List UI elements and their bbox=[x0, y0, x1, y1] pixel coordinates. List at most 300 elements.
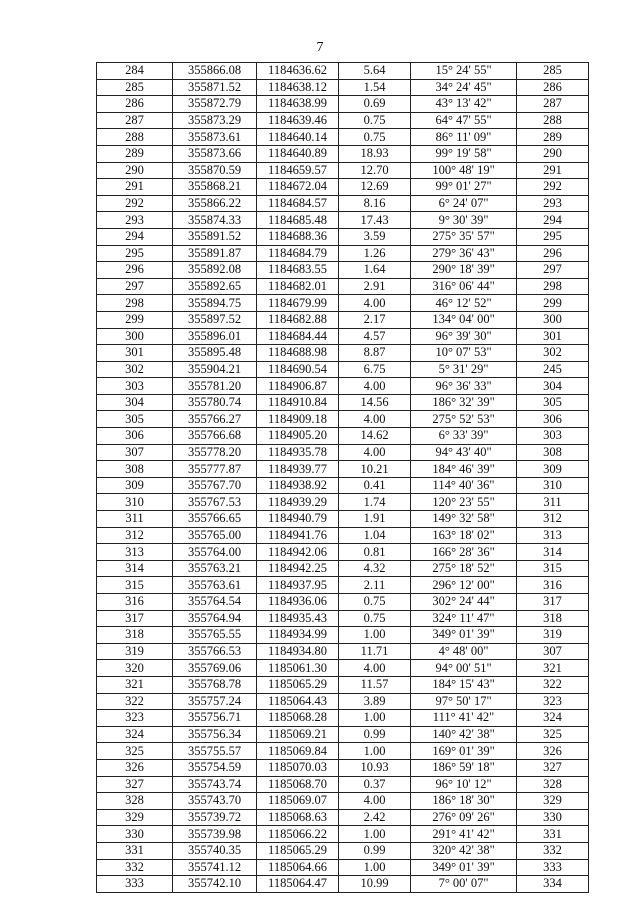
distance-cell: 1.91 bbox=[339, 511, 411, 528]
next-point-number-cell: 330 bbox=[517, 809, 589, 826]
y-coordinate-cell: 1185068.28 bbox=[257, 710, 339, 727]
point-number-cell: 328 bbox=[97, 793, 173, 810]
bearing-cell: 9° 30' 39" bbox=[411, 212, 517, 229]
distance-cell: 0.37 bbox=[339, 776, 411, 793]
y-coordinate-cell: 1184906.87 bbox=[257, 378, 339, 395]
table-row bbox=[97, 627, 589, 644]
distance-cell: 17.43 bbox=[339, 212, 411, 229]
y-coordinate-cell: 1184936.06 bbox=[257, 594, 339, 611]
y-coordinate-cell: 1184682.01 bbox=[257, 278, 339, 295]
table-row bbox=[97, 262, 589, 279]
table-row bbox=[97, 759, 589, 776]
x-coordinate-cell: 355743.74 bbox=[173, 776, 257, 793]
bearing-cell: 349° 01' 39" bbox=[411, 859, 517, 876]
bearing-cell: 169° 01' 39" bbox=[411, 743, 517, 760]
x-coordinate-cell: 355763.61 bbox=[173, 577, 257, 594]
next-point-number-cell: 326 bbox=[517, 743, 589, 760]
x-coordinate-cell: 355892.08 bbox=[173, 262, 257, 279]
bearing-cell: 149° 32' 58" bbox=[411, 511, 517, 528]
table-row bbox=[97, 179, 589, 196]
table-row bbox=[97, 643, 589, 660]
table-row bbox=[97, 793, 589, 810]
y-coordinate-cell: 1185069.84 bbox=[257, 743, 339, 760]
y-coordinate-cell: 1184659.57 bbox=[257, 162, 339, 179]
distance-cell: 0.75 bbox=[339, 594, 411, 611]
y-coordinate-cell: 1185064.43 bbox=[257, 693, 339, 710]
table-body bbox=[97, 63, 589, 893]
y-coordinate-cell: 1185065.29 bbox=[257, 676, 339, 693]
distance-cell: 1.74 bbox=[339, 494, 411, 511]
x-coordinate-cell: 355763.21 bbox=[173, 560, 257, 577]
distance-cell: 2.11 bbox=[339, 577, 411, 594]
point-number-cell: 292 bbox=[97, 195, 173, 212]
y-coordinate-cell: 1184905.20 bbox=[257, 428, 339, 445]
table-row bbox=[97, 394, 589, 411]
y-coordinate-cell: 1185069.21 bbox=[257, 726, 339, 743]
x-coordinate-cell: 355765.00 bbox=[173, 527, 257, 544]
table-row bbox=[97, 676, 589, 693]
x-coordinate-cell: 355780.74 bbox=[173, 394, 257, 411]
point-number-cell: 302 bbox=[97, 361, 173, 378]
y-coordinate-cell: 1184683.55 bbox=[257, 262, 339, 279]
table-row bbox=[97, 842, 589, 859]
y-coordinate-cell: 1185066.22 bbox=[257, 826, 339, 843]
bearing-cell: 4° 48' 00" bbox=[411, 643, 517, 660]
x-coordinate-cell: 355891.52 bbox=[173, 228, 257, 245]
next-point-number-cell: 309 bbox=[517, 461, 589, 478]
x-coordinate-cell: 355754.59 bbox=[173, 759, 257, 776]
point-number-cell: 295 bbox=[97, 245, 173, 262]
y-coordinate-cell: 1184934.80 bbox=[257, 643, 339, 660]
bearing-cell: 99° 01' 27" bbox=[411, 179, 517, 196]
table-row bbox=[97, 477, 589, 494]
distance-cell: 0.99 bbox=[339, 726, 411, 743]
point-number-cell: 307 bbox=[97, 444, 173, 461]
point-number-cell: 327 bbox=[97, 776, 173, 793]
distance-cell: 0.81 bbox=[339, 544, 411, 561]
x-coordinate-cell: 355894.75 bbox=[173, 295, 257, 312]
y-coordinate-cell: 1184690.54 bbox=[257, 361, 339, 378]
y-coordinate-cell: 1184640.89 bbox=[257, 145, 339, 162]
distance-cell: 18.93 bbox=[339, 145, 411, 162]
bearing-cell: 291° 41' 42" bbox=[411, 826, 517, 843]
next-point-number-cell: 324 bbox=[517, 710, 589, 727]
y-coordinate-cell: 1184939.77 bbox=[257, 461, 339, 478]
x-coordinate-cell: 355739.72 bbox=[173, 809, 257, 826]
distance-cell: 1.00 bbox=[339, 743, 411, 760]
x-coordinate-cell: 355765.55 bbox=[173, 627, 257, 644]
bearing-cell: 43° 13' 42" bbox=[411, 96, 517, 113]
next-point-number-cell: 323 bbox=[517, 693, 589, 710]
table-row bbox=[97, 278, 589, 295]
y-coordinate-cell: 1184935.43 bbox=[257, 610, 339, 627]
y-coordinate-cell: 1184940.79 bbox=[257, 511, 339, 528]
y-coordinate-cell: 1184640.14 bbox=[257, 129, 339, 146]
next-point-number-cell: 328 bbox=[517, 776, 589, 793]
table-row bbox=[97, 494, 589, 511]
y-coordinate-cell: 1185068.63 bbox=[257, 809, 339, 826]
point-number-cell: 332 bbox=[97, 859, 173, 876]
distance-cell: 10.99 bbox=[339, 876, 411, 893]
bearing-cell: 100° 48' 19" bbox=[411, 162, 517, 179]
next-point-number-cell: 285 bbox=[517, 63, 589, 80]
next-point-number-cell: 316 bbox=[517, 577, 589, 594]
distance-cell: 3.59 bbox=[339, 228, 411, 245]
distance-cell: 8.16 bbox=[339, 195, 411, 212]
bearing-cell: 275° 35' 57" bbox=[411, 228, 517, 245]
y-coordinate-cell: 1185064.47 bbox=[257, 876, 339, 893]
point-number-cell: 284 bbox=[97, 63, 173, 80]
point-number-cell: 301 bbox=[97, 345, 173, 362]
x-coordinate-cell: 355743.70 bbox=[173, 793, 257, 810]
point-number-cell: 305 bbox=[97, 411, 173, 428]
x-coordinate-cell: 355873.66 bbox=[173, 145, 257, 162]
next-point-number-cell: 308 bbox=[517, 444, 589, 461]
bearing-cell: 34° 24' 45" bbox=[411, 79, 517, 96]
next-point-number-cell: 299 bbox=[517, 295, 589, 312]
x-coordinate-cell: 355891.87 bbox=[173, 245, 257, 262]
bearing-cell: 275° 52' 53" bbox=[411, 411, 517, 428]
y-coordinate-cell: 1184638.12 bbox=[257, 79, 339, 96]
y-coordinate-cell: 1185061.30 bbox=[257, 660, 339, 677]
bearing-cell: 111° 41' 42" bbox=[411, 710, 517, 727]
y-coordinate-cell: 1184679.99 bbox=[257, 295, 339, 312]
bearing-cell: 186° 59' 18" bbox=[411, 759, 517, 776]
distance-cell: 4.00 bbox=[339, 378, 411, 395]
point-number-cell: 298 bbox=[97, 295, 173, 312]
table-row bbox=[97, 112, 589, 129]
point-number-cell: 291 bbox=[97, 179, 173, 196]
distance-cell: 4.00 bbox=[339, 411, 411, 428]
table-row bbox=[97, 859, 589, 876]
distance-cell: 0.99 bbox=[339, 842, 411, 859]
table-row bbox=[97, 378, 589, 395]
next-point-number-cell: 298 bbox=[517, 278, 589, 295]
distance-cell: 0.75 bbox=[339, 112, 411, 129]
distance-cell: 14.56 bbox=[339, 394, 411, 411]
bearing-cell: 184° 15' 43" bbox=[411, 676, 517, 693]
y-coordinate-cell: 1184935.78 bbox=[257, 444, 339, 461]
table-row bbox=[97, 162, 589, 179]
x-coordinate-cell: 355892.65 bbox=[173, 278, 257, 295]
point-number-cell: 304 bbox=[97, 394, 173, 411]
next-point-number-cell: 314 bbox=[517, 544, 589, 561]
point-number-cell: 319 bbox=[97, 643, 173, 660]
point-number-cell: 293 bbox=[97, 212, 173, 229]
point-number-cell: 324 bbox=[97, 726, 173, 743]
y-coordinate-cell: 1184934.99 bbox=[257, 627, 339, 644]
bearing-cell: 316° 06' 44" bbox=[411, 278, 517, 295]
distance-cell: 0.75 bbox=[339, 129, 411, 146]
x-coordinate-cell: 355741.12 bbox=[173, 859, 257, 876]
distance-cell: 0.69 bbox=[339, 96, 411, 113]
table-row bbox=[97, 328, 589, 345]
distance-cell: 1.00 bbox=[339, 710, 411, 727]
y-coordinate-cell: 1184639.46 bbox=[257, 112, 339, 129]
x-coordinate-cell: 355778.20 bbox=[173, 444, 257, 461]
y-coordinate-cell: 1184636.62 bbox=[257, 63, 339, 80]
next-point-number-cell: 325 bbox=[517, 726, 589, 743]
point-number-cell: 331 bbox=[97, 842, 173, 859]
point-number-cell: 315 bbox=[97, 577, 173, 594]
bearing-cell: 94° 00' 51" bbox=[411, 660, 517, 677]
bearing-cell: 6° 33' 39" bbox=[411, 428, 517, 445]
point-number-cell: 299 bbox=[97, 311, 173, 328]
x-coordinate-cell: 355904.21 bbox=[173, 361, 257, 378]
table-row bbox=[97, 129, 589, 146]
y-coordinate-cell: 1184684.44 bbox=[257, 328, 339, 345]
point-number-cell: 303 bbox=[97, 378, 173, 395]
next-point-number-cell: 304 bbox=[517, 378, 589, 395]
y-coordinate-cell: 1185064.66 bbox=[257, 859, 339, 876]
x-coordinate-cell: 355873.29 bbox=[173, 112, 257, 129]
table-row bbox=[97, 361, 589, 378]
bearing-cell: 349° 01' 39" bbox=[411, 627, 517, 644]
distance-cell: 14.62 bbox=[339, 428, 411, 445]
table-row bbox=[97, 461, 589, 478]
table-row bbox=[97, 610, 589, 627]
table-row bbox=[97, 444, 589, 461]
table-row bbox=[97, 826, 589, 843]
point-number-cell: 320 bbox=[97, 660, 173, 677]
point-number-cell: 290 bbox=[97, 162, 173, 179]
y-coordinate-cell: 1184684.79 bbox=[257, 245, 339, 262]
x-coordinate-cell: 355868.21 bbox=[173, 179, 257, 196]
point-number-cell: 297 bbox=[97, 278, 173, 295]
x-coordinate-cell: 355873.61 bbox=[173, 129, 257, 146]
next-point-number-cell: 245 bbox=[517, 361, 589, 378]
next-point-number-cell: 315 bbox=[517, 560, 589, 577]
next-point-number-cell: 288 bbox=[517, 112, 589, 129]
y-coordinate-cell: 1184937.95 bbox=[257, 577, 339, 594]
next-point-number-cell: 317 bbox=[517, 594, 589, 611]
x-coordinate-cell: 355766.65 bbox=[173, 511, 257, 528]
x-coordinate-cell: 355739.98 bbox=[173, 826, 257, 843]
next-point-number-cell: 293 bbox=[517, 195, 589, 212]
table-row bbox=[97, 195, 589, 212]
table-row bbox=[97, 145, 589, 162]
x-coordinate-cell: 355874.33 bbox=[173, 212, 257, 229]
distance-cell: 10.93 bbox=[339, 759, 411, 776]
next-point-number-cell: 296 bbox=[517, 245, 589, 262]
x-coordinate-cell: 355866.22 bbox=[173, 195, 257, 212]
distance-cell: 0.75 bbox=[339, 610, 411, 627]
distance-cell: 0.41 bbox=[339, 477, 411, 494]
next-point-number-cell: 303 bbox=[517, 428, 589, 445]
distance-cell: 4.57 bbox=[339, 328, 411, 345]
y-coordinate-cell: 1184682.88 bbox=[257, 311, 339, 328]
point-number-cell: 310 bbox=[97, 494, 173, 511]
distance-cell: 12.69 bbox=[339, 179, 411, 196]
y-coordinate-cell: 1184688.98 bbox=[257, 345, 339, 362]
bearing-cell: 186° 18' 30" bbox=[411, 793, 517, 810]
distance-cell: 1.00 bbox=[339, 859, 411, 876]
y-coordinate-cell: 1184684.57 bbox=[257, 195, 339, 212]
point-number-cell: 306 bbox=[97, 428, 173, 445]
table-row bbox=[97, 428, 589, 445]
bearing-cell: 279° 36' 43" bbox=[411, 245, 517, 262]
x-coordinate-cell: 355895.48 bbox=[173, 345, 257, 362]
next-point-number-cell: 322 bbox=[517, 676, 589, 693]
point-number-cell: 314 bbox=[97, 560, 173, 577]
bearing-cell: 290° 18' 39" bbox=[411, 262, 517, 279]
point-number-cell: 311 bbox=[97, 511, 173, 528]
distance-cell: 6.75 bbox=[339, 361, 411, 378]
x-coordinate-cell: 355756.34 bbox=[173, 726, 257, 743]
y-coordinate-cell: 1184638.99 bbox=[257, 96, 339, 113]
table-row bbox=[97, 710, 589, 727]
next-point-number-cell: 292 bbox=[517, 179, 589, 196]
y-coordinate-cell: 1184685.48 bbox=[257, 212, 339, 229]
bearing-cell: 320° 42' 38" bbox=[411, 842, 517, 859]
x-coordinate-cell: 355866.08 bbox=[173, 63, 257, 80]
point-number-cell: 325 bbox=[97, 743, 173, 760]
table-row bbox=[97, 527, 589, 544]
page-number: 7 bbox=[316, 40, 324, 55]
distance-cell: 10.21 bbox=[339, 461, 411, 478]
next-point-number-cell: 290 bbox=[517, 145, 589, 162]
table-row bbox=[97, 511, 589, 528]
x-coordinate-cell: 355742.10 bbox=[173, 876, 257, 893]
bearing-cell: 15° 24' 55" bbox=[411, 63, 517, 80]
next-point-number-cell: 300 bbox=[517, 311, 589, 328]
x-coordinate-cell: 355896.01 bbox=[173, 328, 257, 345]
table-row bbox=[97, 726, 589, 743]
table-row bbox=[97, 577, 589, 594]
bearing-cell: 140° 42' 38" bbox=[411, 726, 517, 743]
next-point-number-cell: 332 bbox=[517, 842, 589, 859]
bearing-cell: 163° 18' 02" bbox=[411, 527, 517, 544]
distance-cell: 11.57 bbox=[339, 676, 411, 693]
point-number-cell: 294 bbox=[97, 228, 173, 245]
bearing-cell: 97° 50' 17" bbox=[411, 693, 517, 710]
bearing-cell: 96° 10' 12" bbox=[411, 776, 517, 793]
next-point-number-cell: 297 bbox=[517, 262, 589, 279]
next-point-number-cell: 307 bbox=[517, 643, 589, 660]
x-coordinate-cell: 355764.94 bbox=[173, 610, 257, 627]
table-row bbox=[97, 544, 589, 561]
distance-cell: 4.00 bbox=[339, 793, 411, 810]
bearing-cell: 5° 31' 29" bbox=[411, 361, 517, 378]
table-row bbox=[97, 79, 589, 96]
next-point-number-cell: 289 bbox=[517, 129, 589, 146]
table-row bbox=[97, 809, 589, 826]
x-coordinate-cell: 355764.54 bbox=[173, 594, 257, 611]
y-coordinate-cell: 1185069.07 bbox=[257, 793, 339, 810]
distance-cell: 5.64 bbox=[339, 63, 411, 80]
next-point-number-cell: 287 bbox=[517, 96, 589, 113]
y-coordinate-cell: 1185065.29 bbox=[257, 842, 339, 859]
bearing-cell: 94° 43' 40" bbox=[411, 444, 517, 461]
distance-cell: 1.64 bbox=[339, 262, 411, 279]
table-row bbox=[97, 876, 589, 893]
x-coordinate-cell: 355777.87 bbox=[173, 461, 257, 478]
x-coordinate-cell: 355897.52 bbox=[173, 311, 257, 328]
next-point-number-cell: 313 bbox=[517, 527, 589, 544]
x-coordinate-cell: 355757.24 bbox=[173, 693, 257, 710]
bearing-cell: 10° 07' 53" bbox=[411, 345, 517, 362]
distance-cell: 1.00 bbox=[339, 826, 411, 843]
distance-cell: 1.26 bbox=[339, 245, 411, 262]
bearing-cell: 186° 32' 39" bbox=[411, 394, 517, 411]
x-coordinate-cell: 355764.00 bbox=[173, 544, 257, 561]
point-number-cell: 322 bbox=[97, 693, 173, 710]
distance-cell: 11.71 bbox=[339, 643, 411, 660]
x-coordinate-cell: 355740.35 bbox=[173, 842, 257, 859]
bearing-cell: 276° 09' 26" bbox=[411, 809, 517, 826]
bearing-cell: 302° 24' 44" bbox=[411, 594, 517, 611]
table-row bbox=[97, 295, 589, 312]
bearing-cell: 134° 04' 00" bbox=[411, 311, 517, 328]
next-point-number-cell: 334 bbox=[517, 876, 589, 893]
table-row bbox=[97, 594, 589, 611]
table-row bbox=[97, 560, 589, 577]
bearing-cell: 99° 19' 58" bbox=[411, 145, 517, 162]
table-row bbox=[97, 245, 589, 262]
x-coordinate-cell: 355768.78 bbox=[173, 676, 257, 693]
point-number-cell: 313 bbox=[97, 544, 173, 561]
point-number-cell: 308 bbox=[97, 461, 173, 478]
y-coordinate-cell: 1184909.18 bbox=[257, 411, 339, 428]
distance-cell: 12.70 bbox=[339, 162, 411, 179]
next-point-number-cell: 319 bbox=[517, 627, 589, 644]
bearing-cell: 275° 18' 52" bbox=[411, 560, 517, 577]
distance-cell: 1.00 bbox=[339, 627, 411, 644]
next-point-number-cell: 333 bbox=[517, 859, 589, 876]
table-row bbox=[97, 693, 589, 710]
x-coordinate-cell: 355870.59 bbox=[173, 162, 257, 179]
distance-cell: 2.17 bbox=[339, 311, 411, 328]
next-point-number-cell: 301 bbox=[517, 328, 589, 345]
bearing-cell: 184° 46' 39" bbox=[411, 461, 517, 478]
x-coordinate-cell: 355767.53 bbox=[173, 494, 257, 511]
distance-cell: 2.42 bbox=[339, 809, 411, 826]
y-coordinate-cell: 1184938.92 bbox=[257, 477, 339, 494]
point-number-cell: 323 bbox=[97, 710, 173, 727]
bearing-cell: 64° 47' 55" bbox=[411, 112, 517, 129]
distance-cell: 4.00 bbox=[339, 660, 411, 677]
table-row bbox=[97, 96, 589, 113]
point-number-cell: 333 bbox=[97, 876, 173, 893]
next-point-number-cell: 331 bbox=[517, 826, 589, 843]
point-number-cell: 321 bbox=[97, 676, 173, 693]
point-number-cell: 317 bbox=[97, 610, 173, 627]
point-number-cell: 285 bbox=[97, 79, 173, 96]
next-point-number-cell: 318 bbox=[517, 610, 589, 627]
x-coordinate-cell: 355766.68 bbox=[173, 428, 257, 445]
next-point-number-cell: 294 bbox=[517, 212, 589, 229]
bearing-cell: 120° 23' 55" bbox=[411, 494, 517, 511]
y-coordinate-cell: 1185070.03 bbox=[257, 759, 339, 776]
table-row bbox=[97, 345, 589, 362]
next-point-number-cell: 327 bbox=[517, 759, 589, 776]
x-coordinate-cell: 355872.79 bbox=[173, 96, 257, 113]
point-number-cell: 288 bbox=[97, 129, 173, 146]
next-point-number-cell: 311 bbox=[517, 494, 589, 511]
distance-cell: 1.54 bbox=[339, 79, 411, 96]
next-point-number-cell: 306 bbox=[517, 411, 589, 428]
x-coordinate-cell: 355767.70 bbox=[173, 477, 257, 494]
distance-cell: 4.00 bbox=[339, 444, 411, 461]
point-number-cell: 318 bbox=[97, 627, 173, 644]
bearing-cell: 96° 39' 30" bbox=[411, 328, 517, 345]
distance-cell: 4.00 bbox=[339, 295, 411, 312]
distance-cell: 1.04 bbox=[339, 527, 411, 544]
table-row bbox=[97, 228, 589, 245]
next-point-number-cell: 302 bbox=[517, 345, 589, 362]
y-coordinate-cell: 1184672.04 bbox=[257, 179, 339, 196]
x-coordinate-cell: 355871.52 bbox=[173, 79, 257, 96]
